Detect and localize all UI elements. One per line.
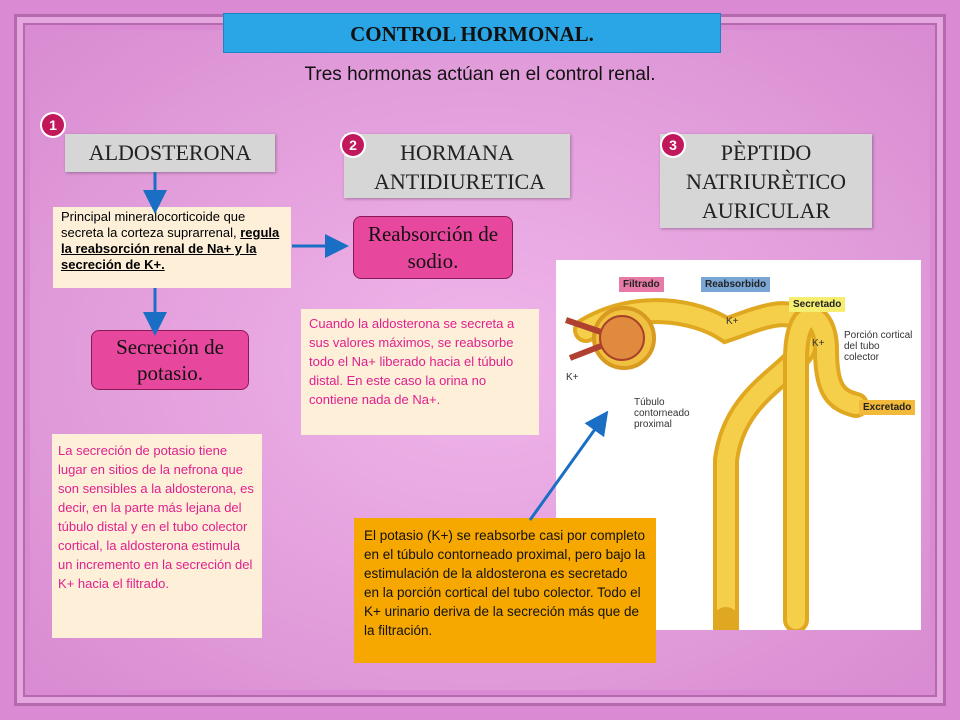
- label-filtrado: Filtrado: [619, 277, 664, 292]
- sodium-note: Cuando la aldosterona se secreta a sus valores máximos, se reabsorbe todo el Na+ liberado hacia el túbulo distal. En este caso la orina no contiene nada de Na+.: [301, 309, 539, 435]
- label-tubulo: Túbulo contorneado proximal: [634, 397, 690, 430]
- label-k-reabsorbido: K+: [726, 316, 739, 327]
- reabsorcion-box: Reabsorción de sodio.: [353, 216, 513, 279]
- label-reabsorbido: Reabsorbido: [701, 277, 770, 292]
- label-k-secretado: K+: [812, 338, 825, 349]
- aldo-note-bold: regula la reabsorción renal de Na+ y la secreción de K+.: [61, 225, 280, 272]
- label-k-filtrado: K+: [566, 372, 579, 383]
- label-porcion: Porción cortical del tubo colector: [844, 330, 913, 363]
- hormone-antidiuretica: HORMANA ANTIDIURETICA: [344, 134, 570, 198]
- label-secretado: Secretado: [789, 297, 845, 312]
- number-badge-2: 2: [342, 134, 364, 156]
- secrecion-box: Secreción de potasio.: [91, 330, 249, 390]
- potassium-orange-note: El potasio (K+) se reabsorbe casi por completo en el túbulo contorneado proximal, pero bajo la estimulación de la aldosterona es secretado en la porción cortical del tubo colector. Todo el K+ urinario deriva de la secreción más que de la filtración.: [354, 518, 656, 663]
- page-title: CONTROL HORMONAL.: [223, 13, 721, 53]
- aldo-note-text: Principal mineralocorticoide que secreta la corteza suprarrenal,: [61, 209, 246, 240]
- hormone-peptido: PÈPTIDO NATRIURÈTICO AURICULAR: [660, 134, 872, 228]
- hormone-aldosterona: ALDOSTERONA: [65, 134, 275, 172]
- label-excretado: Excretado: [859, 400, 915, 415]
- subtitle: Tres hormonas actúan en el control renal.: [304, 64, 656, 85]
- potassium-note: La secreción de potasio tiene lugar en sitios de la nefrona que son sensibles a la aldosterona, es decir, en la parte más lejana del túbulo distal y en el tubo colector cortical, la aldosterona estimula un incremento en la secreción del K+ hacia el filtrado.: [52, 434, 262, 638]
- number-badge-3: 3: [662, 134, 684, 156]
- arrow-orange-to-diagram: [530, 418, 603, 520]
- number-badge-1: 1: [42, 114, 64, 136]
